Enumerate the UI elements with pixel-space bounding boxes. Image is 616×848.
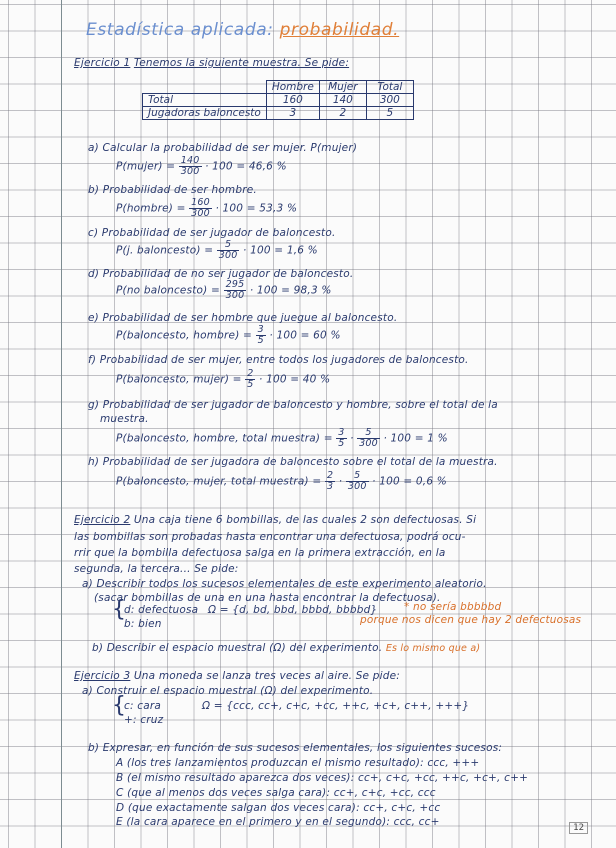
fraction-num: 3 xyxy=(338,427,345,438)
ej2-b-text: b) Describir el espacio muestral (Ω) del experimento. xyxy=(92,642,383,654)
fraction-num: 5 xyxy=(346,471,369,482)
fraction-num: 3 xyxy=(257,324,264,335)
table-row-label: Total xyxy=(143,94,267,107)
ej2-set-omega: Ω = {d, bd, bbd, bbbd, bbbbd} xyxy=(208,604,378,616)
ej2-note-2: porque nos dicen que hay 2 defectuosas xyxy=(360,614,582,626)
answer-lhs: P(baloncesto, mujer, total muestra) = xyxy=(116,475,322,488)
ej1-label: Ejercicio 1 xyxy=(74,57,131,69)
answer-lhs: P(baloncesto, hombre) = xyxy=(116,329,253,342)
fraction xyxy=(357,428,380,449)
ej1-question-e: e) Probabilidad de ser hombre que juegue al baloncesto. xyxy=(88,312,398,324)
fraction-den: 5 xyxy=(257,335,264,346)
ej2-label: Ejercicio 2 xyxy=(74,514,131,526)
ej3-heading xyxy=(74,670,400,682)
table-corner xyxy=(143,81,267,94)
fraction xyxy=(336,428,346,449)
fraction xyxy=(346,471,369,492)
fraction-num: 295 xyxy=(225,279,245,290)
ej1-question-b: b) Probabilidad de ser hombre. xyxy=(88,184,257,196)
table-header: Mujer xyxy=(319,81,366,94)
ej1-question-g: g) Probabilidad de ser jugador de baloncesto y hombre, sobre el total de la xyxy=(88,399,498,411)
ej1-answer-b xyxy=(116,198,297,219)
fraction-den: 300 xyxy=(225,290,245,301)
answer-lhs: P(j. baloncesto) = xyxy=(116,244,214,257)
ej3-event-c: C (que al menos dos veces salga cara): cc+, c+c, +cc, ccc xyxy=(116,787,436,799)
ej3-event-a: A (los tres lanzamientos produzcan el mismo resultado): ccc, +++ xyxy=(116,757,480,769)
ej2-line-2: las bombillas son probadas hasta encontrar una defectuosa, podrá ocu- xyxy=(74,531,466,543)
sample-table xyxy=(142,80,414,120)
ej3-event-e: E (la cara aparece en el primero y en el segundo): ccc, cc+ xyxy=(116,816,440,828)
fraction xyxy=(325,471,335,492)
ej3-c-def: c: cara xyxy=(124,700,162,712)
ej2-set-d: d: defectuosa xyxy=(124,604,199,616)
fraction xyxy=(256,325,266,346)
ej1-question-g-cont: muestra. xyxy=(100,413,149,425)
ej1-answer-a xyxy=(116,156,287,177)
ej2-set-b: b: bien xyxy=(124,618,162,630)
ej1-answer-h xyxy=(116,471,447,492)
ej1-answer-c xyxy=(116,240,318,261)
fraction-num: 2 xyxy=(326,470,334,481)
title-part-1: Estadística aplicada: xyxy=(86,20,274,40)
ej3-omega: Ω = {ccc, cc+, c+c, +cc, ++c, +c+, c++, +++} xyxy=(202,700,470,712)
ej3-event-b: B (el mismo resultado aparezca dos veces): cc+, c+c, +cc, ++c, +c+, c++ xyxy=(116,772,529,784)
fraction-den: 5 xyxy=(247,379,254,390)
fraction xyxy=(245,369,255,390)
table-row xyxy=(143,94,414,107)
fraction-num: 140 xyxy=(180,155,200,166)
ej1-question-f: f) Probabilidad de ser mujer, entre todos los jugadores de baloncesto. xyxy=(88,354,469,366)
ej3-event-d: D (que exactamente salgan dos veces cara): cc+, c+c, +cc xyxy=(116,802,441,814)
answer-rhs: · 100 = 0,6 % xyxy=(372,475,447,488)
fraction-den: 300 xyxy=(191,208,210,219)
ej2-line-1 xyxy=(74,514,476,526)
ej1-answer-f xyxy=(116,369,330,390)
fraction-num: 2 xyxy=(247,368,254,379)
fraction-den: 300 xyxy=(359,438,378,449)
ej2-a-line-1: a) Describir todos los sucesos elementales de este experimento aleatorio. xyxy=(82,578,487,590)
ej3-label: Ejercicio 3 xyxy=(74,670,131,682)
ej3-text: Una moneda se lanza tres veces al aire. Se pide: xyxy=(133,670,400,682)
ej1-answer-g xyxy=(116,428,448,449)
table-header: Total xyxy=(366,81,413,94)
answer-rhs: · 100 = 46,6 % xyxy=(205,160,287,173)
table-cell: 3 xyxy=(266,107,319,120)
answer-lhs: P(no baloncesto) = xyxy=(116,284,221,297)
answer-lhs: P(hombre) = xyxy=(116,202,186,215)
fraction xyxy=(224,280,247,301)
ej2-text: Una caja tiene 6 bombillas, de las cuales 2 son defectuosas. Si xyxy=(133,514,477,526)
ej1-heading xyxy=(74,57,349,69)
answer-rhs: · 100 = 53,3 % xyxy=(215,202,298,215)
answer-rhs: · 100 = 1,6 % xyxy=(243,244,318,257)
ej2-b-line xyxy=(92,642,480,654)
left-brace: { xyxy=(112,693,126,718)
table-row-label: Jugadoras baloncesto xyxy=(143,107,267,120)
ej3-plus-def: +: cruz xyxy=(124,714,164,726)
ej1-question-c: c) Probabilidad de ser jugador de baloncesto. xyxy=(88,227,336,239)
answer-lhs: P(mujer) = xyxy=(116,160,176,173)
table-cell: 5 xyxy=(366,107,413,120)
left-brace: { xyxy=(112,597,126,622)
ej1-answer-e xyxy=(116,325,341,346)
answer-rhs: · 100 = 40 % xyxy=(259,373,331,386)
fraction-den: 3 xyxy=(326,481,334,492)
table-header-row xyxy=(143,81,414,94)
answer-rhs: · 100 = 60 % xyxy=(269,329,341,342)
ej2-line-4: segunda, la tercera... Se pide: xyxy=(74,563,239,575)
ej1-answer-d xyxy=(116,280,332,301)
page-number: 12 xyxy=(569,822,588,834)
answer-lhs: P(baloncesto, mujer) = xyxy=(116,373,242,386)
answer-rhs: · 100 = 1 % xyxy=(383,432,448,445)
fraction-num: 5 xyxy=(357,428,380,439)
fraction-den: 5 xyxy=(338,438,345,449)
ej2-b-note: Es lo mismo que a) xyxy=(385,643,481,654)
margin-line xyxy=(61,0,62,848)
title-part-2: probabilidad. xyxy=(279,20,400,40)
page-title xyxy=(86,20,399,40)
table-header: Hombre xyxy=(266,81,319,94)
fraction-num: 5 xyxy=(217,240,240,251)
ej1-text: Tenemos la siguiente muestra. Se pide: xyxy=(133,57,350,69)
fraction-num: 160 xyxy=(191,197,210,208)
fraction xyxy=(189,198,212,219)
ej2-a-line-2: (sacar bombillas de una en una hasta encontrar la defectuosa). xyxy=(94,592,441,604)
ej2-note-1: * no sería bbbbbd xyxy=(404,601,502,613)
ej1-question-d: d) Probabilidad de no ser jugador de baloncesto. xyxy=(88,268,354,280)
ej3-b-line: b) Expresar, en función de sus sucesos elementales, los siguientes sucesos: xyxy=(88,742,503,754)
ej1-question-a: a) Calcular la probabilidad de ser mujer. P(mujer) xyxy=(88,142,358,154)
fraction xyxy=(217,240,240,261)
fraction-den: 300 xyxy=(347,481,367,492)
table-cell: 160 xyxy=(266,94,319,107)
times-sign: · xyxy=(350,432,354,445)
answer-lhs: P(baloncesto, hombre, total muestra) = xyxy=(116,432,333,445)
answer-rhs: · 100 = 98,3 % xyxy=(249,284,332,297)
ej2-line-3: rrir que la bombilla defectuosa salga en la primera extracción, en la xyxy=(74,547,446,559)
table-row xyxy=(143,107,414,120)
fraction-den: 300 xyxy=(218,250,238,261)
times-sign: · xyxy=(338,475,343,488)
ej1-question-h: h) Probabilidad de ser jugadora de baloncesto sobre el total de la muestra. xyxy=(88,456,498,468)
table-cell: 2 xyxy=(319,107,366,120)
fraction xyxy=(179,156,202,177)
fraction-den: 300 xyxy=(180,166,200,177)
ej3-a-line: a) Construir el espacio muestral (Ω) del experimento. xyxy=(82,685,374,697)
table-cell: 300 xyxy=(366,94,413,107)
table-cell: 140 xyxy=(319,94,366,107)
